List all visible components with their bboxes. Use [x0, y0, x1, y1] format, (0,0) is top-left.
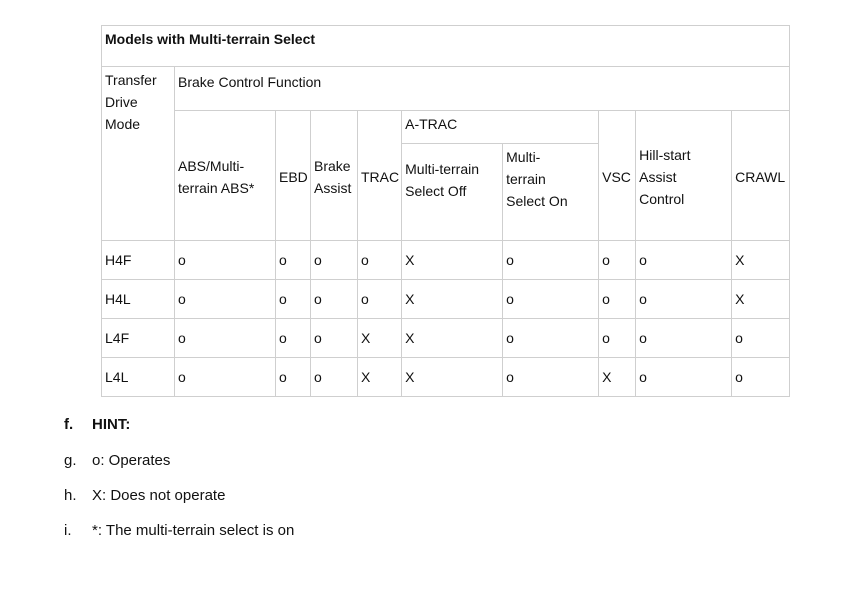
- header-vsc: VSC: [599, 111, 636, 241]
- cell-hill-start: o: [636, 319, 732, 358]
- cell-trac: X: [358, 319, 402, 358]
- cell-brake-assist: o: [311, 241, 358, 280]
- cell-select-off: X: [402, 280, 503, 319]
- cell-vsc: o: [599, 280, 636, 319]
- header-multi-terrain-select-off: Multi-terrain Select Off: [402, 144, 503, 241]
- cell-trac: X: [358, 358, 402, 397]
- cell-select-on: o: [503, 319, 599, 358]
- cell-trac: o: [358, 280, 402, 319]
- header-brake-assist: Brake Assist: [311, 111, 358, 241]
- cell-brake-assist: o: [311, 319, 358, 358]
- cell-mode: L4F: [102, 319, 175, 358]
- cell-vsc: X: [599, 358, 636, 397]
- cell-trac: o: [358, 241, 402, 280]
- cell-crawl: X: [732, 241, 790, 280]
- hint-item: i. *: The multi-terrain select is on: [64, 522, 295, 539]
- header-ebd: EBD: [276, 111, 311, 241]
- cell-vsc: o: [599, 241, 636, 280]
- table-title: Models with Multi-terrain Select: [102, 26, 790, 67]
- cell-ebd: o: [276, 280, 311, 319]
- cell-ebd: o: [276, 241, 311, 280]
- hint-item: g. o: Operates: [64, 452, 171, 469]
- cell-mode: H4L: [102, 280, 175, 319]
- header-hill-start-assist-control: Hill-start Assist Control: [636, 111, 732, 241]
- cell-mode: H4F: [102, 241, 175, 280]
- cell-ebd: o: [276, 358, 311, 397]
- header-crawl: CRAWL: [732, 111, 790, 241]
- cell-select-off: X: [402, 319, 503, 358]
- cell-abs: o: [175, 319, 276, 358]
- cell-abs: o: [175, 241, 276, 280]
- cell-hill-start: o: [636, 241, 732, 280]
- header-trac: TRAC: [358, 111, 402, 241]
- table-row: [102, 319, 790, 358]
- cell-mode: L4L: [102, 358, 175, 397]
- cell-abs: o: [175, 358, 276, 397]
- cell-hill-start: o: [636, 358, 732, 397]
- cell-crawl: o: [732, 319, 790, 358]
- hint-heading: f. HINT:: [64, 416, 131, 433]
- hint-item: h. X: Does not operate: [64, 487, 226, 504]
- cell-select-off: X: [402, 241, 503, 280]
- header-abs: ABS/Multi- terrain ABS*: [175, 111, 276, 241]
- cell-vsc: o: [599, 319, 636, 358]
- table-row: [102, 280, 790, 319]
- header-a-trac: A-TRAC: [402, 111, 599, 144]
- cell-select-on: o: [503, 280, 599, 319]
- cell-select-on: o: [503, 358, 599, 397]
- cell-crawl: X: [732, 280, 790, 319]
- cell-select-off: X: [402, 358, 503, 397]
- cell-crawl: o: [732, 358, 790, 397]
- cell-brake-assist: o: [311, 280, 358, 319]
- cell-select-on: o: [503, 241, 599, 280]
- cell-ebd: o: [276, 319, 311, 358]
- multi-terrain-table: [101, 25, 790, 397]
- cell-abs: o: [175, 280, 276, 319]
- cell-hill-start: o: [636, 280, 732, 319]
- header-brake-control-function: Brake Control Function: [175, 67, 790, 111]
- header-transfer-drive-mode: Transfer Drive Mode: [102, 67, 175, 241]
- table-row: [102, 241, 790, 280]
- header-multi-terrain-select-on: Multi- terrain Select On: [503, 144, 599, 241]
- table-row: [102, 358, 790, 397]
- cell-brake-assist: o: [311, 358, 358, 397]
